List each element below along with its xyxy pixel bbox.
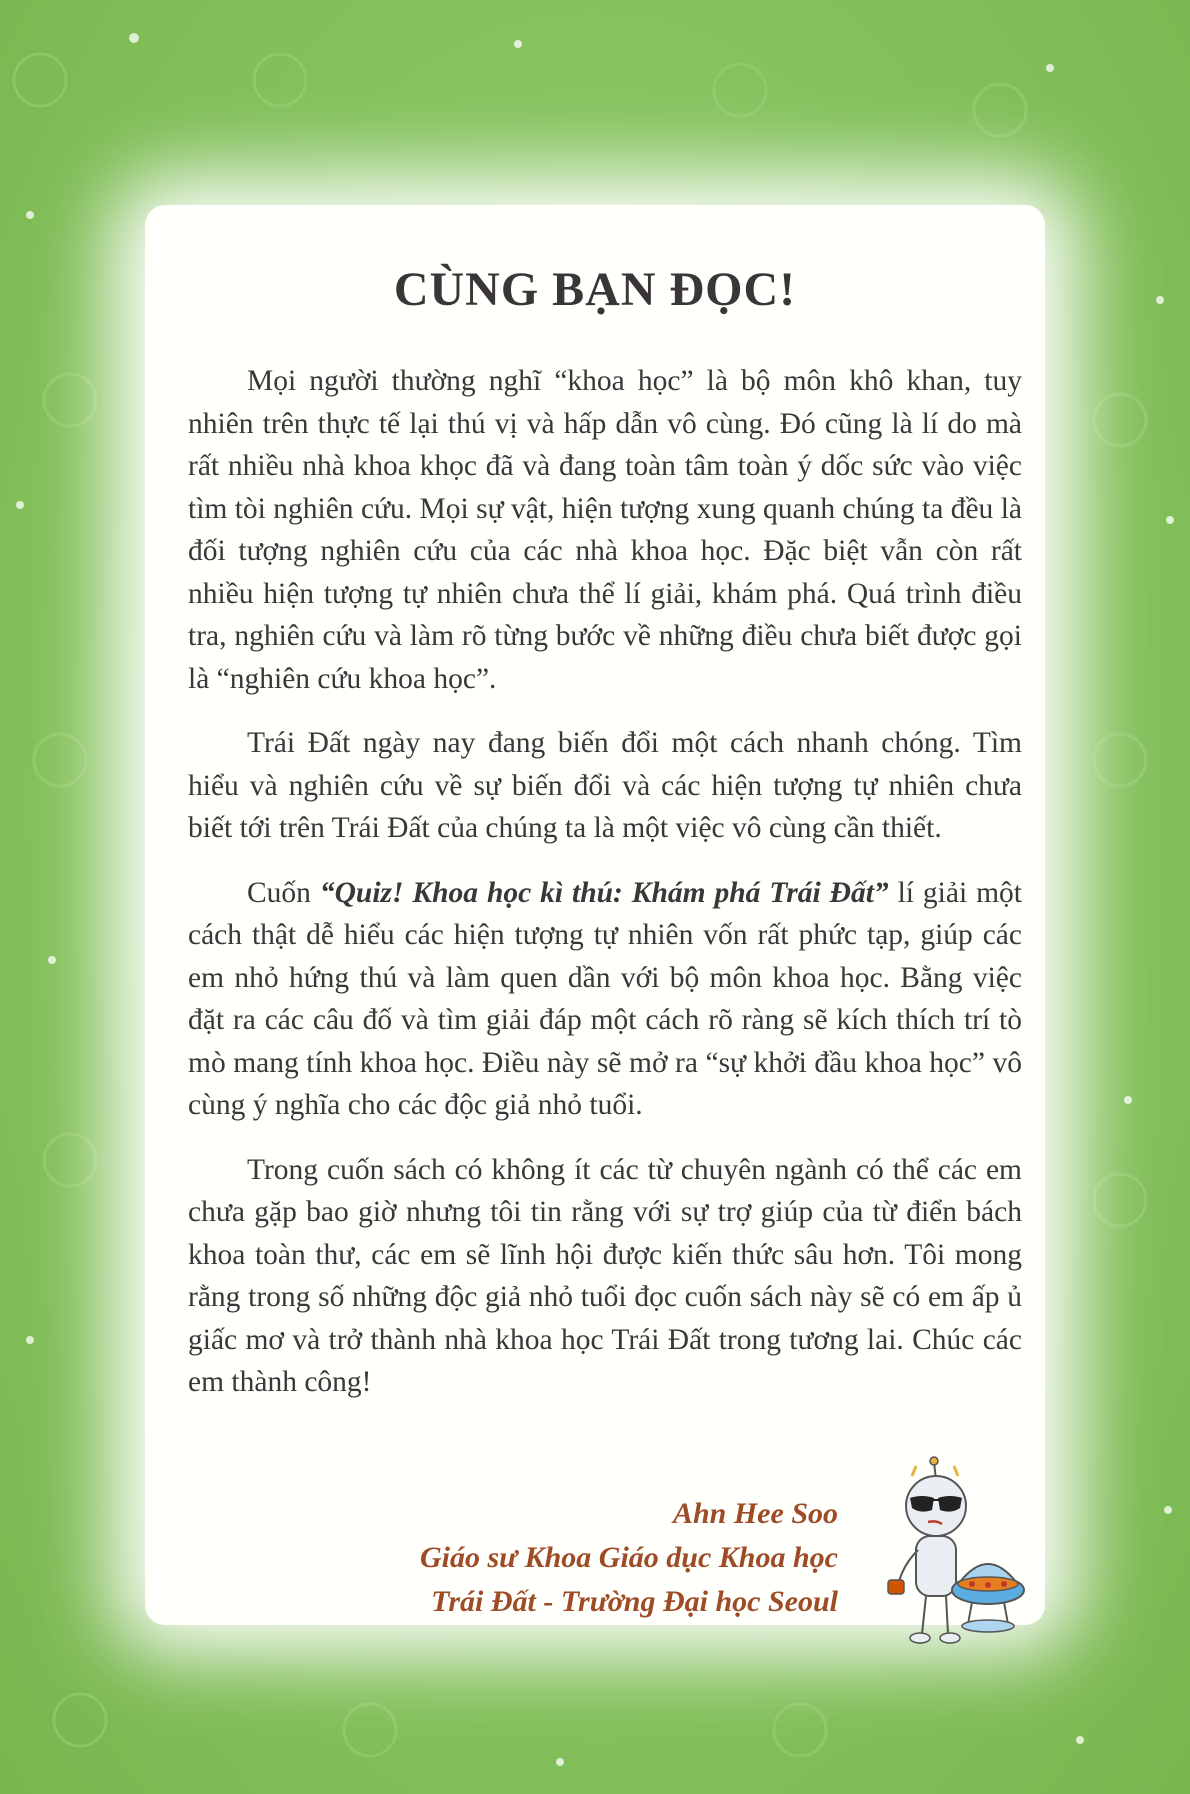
paragraph-2: Trái Đất ngày nay đang biến đổi một cách nhanh chóng. Tìm hiểu và nghiên cứu về sự biến đổi và các hiện tượng tự nhiên chưa biết tới trên Trái Đất của chúng ta là một việc vô cùng cần thiết. [188, 727, 1022, 844]
author-title-line-2: Trái Đất - Trường Đại học Seoul [431, 1585, 838, 1618]
body-text [188, 360, 1022, 1426]
signature [420, 1492, 838, 1624]
paragraph-1: Mọi người thường nghĩ “khoa học” là bộ môn khô khan, tuy nhiên trên thực tế lại thú vị và hấp dẫn vô cùng. Đó cũng là lí do mà rất nhiều nhà khoa khọc đã và đang toàn tâm toàn ý dốc sức vào việc tìm tòi nghiên cứu. Mọi sự vật, hiện tượng xung quanh chúng ta đều là đối tượng nghiên cứu của các nhà khoa học. Đặc biệt vẫn còn rất nhiều hiện tượng tự nhiên chưa thể lí giải, khám phá. Quá trình điều tra, nghiên cứu và làm rõ từng bước về những điều chưa biết được gọi là “nghiên cứu khoa học”. [188, 365, 1022, 695]
author-name: Ahn Hee Soo [672, 1497, 838, 1530]
paragraph-3-rest: lí giải một cách thật dễ hiểu các hiện tượng tự nhiên vốn rất phức tạp, giúp các em nhỏ hứng thú và làm quen dần với bộ môn khoa học. Bằng việc đặt ra các câu đố và tìm giải đáp một cách rõ ràng sẽ kích thích trí tò mò mang tính khoa học. Điều này sẽ mở ra “sự khởi đầu khoa học” vô cùng ý nghĩa cho các độc giả nhỏ tuổi. [188, 876, 1022, 1121]
book-title: “Quiz! Khoa học kì thú: Khám phá Trái Đất” [319, 876, 889, 909]
paragraph-4: Trong cuốn sách có không ít các từ chuyên ngành có thể các em chưa gặp bao giờ nhưng tôi tin rằng với sự trợ giúp của từ điển bách khoa toàn thư, các em sẽ lĩnh hội được kiến thức sâu hơn. Tôi mong rằng trong số những độc giả nhỏ tuổi đọc cuốn sách này sẽ có em ấp ủ giấc mơ và trở thành nhà khoa học Trái Đất trong tương lai. Chúc các em thành công! [188, 1153, 1022, 1398]
page-title: CÙNG BẠN ĐỌC! [393, 263, 797, 316]
author-title-line-1: Giáo sư Khoa Giáo dục Khoa học [419, 1541, 838, 1574]
paragraph-3-prefix: Cuốn [247, 876, 320, 909]
paragraph-3 [188, 872, 1022, 1127]
robot-mascot-illustration [876, 1454, 1028, 1654]
